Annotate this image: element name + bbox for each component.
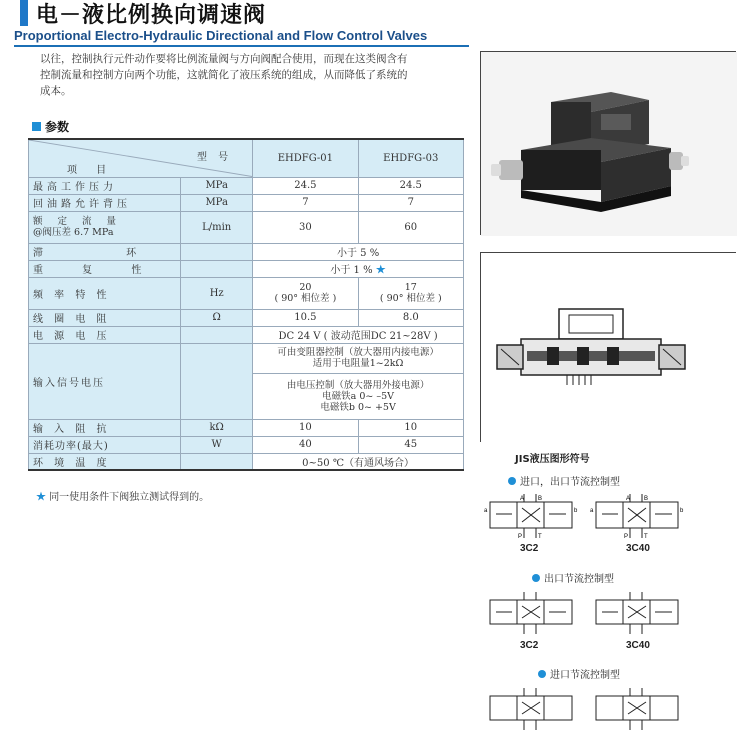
input-signal-a2: 适用于电阻量1~2kΩ	[312, 358, 404, 369]
cell-value	[253, 343, 464, 373]
port-a-label: A	[626, 496, 631, 502]
repeatability-value: 小于 1 %	[330, 265, 373, 276]
port-b-label: B	[538, 496, 543, 502]
jis-label-3c40: 3C40	[626, 640, 650, 651]
jis-symbol-3c40	[590, 592, 690, 636]
table-row	[29, 211, 464, 243]
jis-symbol-3c2	[484, 592, 584, 636]
row-label	[29, 211, 181, 243]
cell-value: 0~50 ℃（有通风场合）	[253, 453, 464, 470]
row-label: 输 入 阻 抗	[29, 419, 181, 436]
spec-table	[28, 138, 464, 471]
table-row	[29, 309, 464, 326]
table-corner-cell	[29, 139, 253, 177]
valve-section-illustration	[481, 253, 737, 443]
table-row	[29, 243, 464, 260]
bullet-dot-icon	[538, 670, 546, 678]
cell-value	[253, 373, 464, 419]
table-row	[29, 260, 464, 277]
square-bullet-icon	[32, 122, 41, 131]
cell-value: 24.5	[358, 177, 463, 194]
row-unit	[181, 326, 253, 343]
cell-value: 小于 5 %	[253, 243, 464, 260]
input-signal-b1: 由电压控制（放大器用外接电源）	[286, 379, 430, 391]
port-p-label: P	[518, 534, 523, 540]
star-icon: ★	[375, 265, 386, 276]
jis-symbol-3c40	[590, 494, 690, 540]
jis-label-3c2: 3C2	[520, 543, 539, 554]
cell-value: 10.5	[253, 309, 358, 326]
jis-group-title-3: 进口节流控制型	[550, 670, 620, 681]
cell-value	[253, 260, 464, 277]
model-header-1: EHDFG-01	[253, 139, 358, 177]
table-row	[29, 177, 464, 194]
row-label: 滞 环	[29, 243, 181, 260]
freq-value-1: 20	[299, 282, 312, 293]
table-row	[29, 436, 464, 453]
port-t-label: T	[538, 534, 542, 540]
intro-line-1: 以往，控制执行元件动作要将比例流量阀与方向阀配合使用，而现在这类阀含有	[40, 53, 408, 65]
cell-value: 60	[358, 211, 463, 243]
jis-symbol-meter-in-1	[484, 688, 584, 732]
cell-value: 7	[253, 194, 358, 211]
table-row	[29, 194, 464, 211]
corner-model-label: 型 号	[197, 152, 233, 163]
row-label: 线 圈 电 阻	[29, 309, 181, 326]
jis-symbols-title: JIS液压图形符号	[515, 454, 590, 465]
cell-value: 45	[358, 436, 463, 453]
row-label: 频 率 特 性	[29, 277, 181, 309]
cell-value: 7	[358, 194, 463, 211]
intro-paragraph	[40, 51, 465, 99]
jis-label-3c2: 3C2	[520, 640, 539, 651]
row-unit: MPa	[181, 177, 253, 194]
table-row	[29, 419, 464, 436]
model-header-2: EHDFG-03	[358, 139, 463, 177]
page-subtitle-en: Proportional Electro-Hydraulic Directional and Flow Control Valves	[14, 28, 428, 43]
row-label: 输入信号电压	[29, 343, 181, 419]
freq-value-2: 17	[404, 282, 417, 293]
freq-phase-2: ( 90° 相位差 )	[379, 293, 442, 304]
cell-value	[253, 277, 358, 309]
row-label: 重 复 性	[29, 260, 181, 277]
row-unit: Ω	[181, 309, 253, 326]
row-unit	[181, 453, 253, 470]
cell-value: 10	[358, 419, 463, 436]
rated-flow-label: 额 定 流 量	[33, 216, 123, 227]
sol-b-label: b	[680, 508, 684, 514]
footnote-star-icon: ★	[36, 492, 46, 503]
params-section-title: 参数	[45, 120, 70, 134]
input-signal-a1: 可由变阻器控制（放大器用内接电源）	[277, 347, 439, 358]
row-unit	[181, 243, 253, 260]
row-label: 环 境 温 度	[29, 453, 181, 470]
port-b-label: B	[644, 496, 649, 502]
port-p-label: P	[624, 534, 629, 540]
row-label: 最高工作压力	[29, 177, 181, 194]
cross-section-drawing	[480, 252, 736, 442]
footnote-text: 同一使用条件下阀独立测试得到的。	[49, 492, 210, 503]
port-t-label: T	[644, 534, 648, 540]
jis-group-header-1	[508, 473, 620, 488]
row-label: 消耗功率(最大)	[29, 436, 181, 453]
row-unit	[181, 343, 253, 419]
params-section-header	[32, 118, 69, 135]
cell-value: 24.5	[253, 177, 358, 194]
cell-value	[358, 277, 463, 309]
row-unit	[181, 260, 253, 277]
row-label: 回油路允许背压	[29, 194, 181, 211]
valve-photo-illustration	[481, 52, 737, 236]
title-accent-bar	[20, 0, 28, 26]
title-divider	[14, 45, 469, 47]
jis-group-header-2	[532, 570, 614, 585]
intro-line-2: 控制流量和控制方向两个功能，这就简化了液压系统的组成，从而降低了系统的	[40, 69, 408, 81]
intro-line-3: 成本。	[40, 85, 72, 97]
row-unit: W	[181, 436, 253, 453]
page-title: 电－液比例换向调速阀	[36, 3, 267, 28]
input-signal-b2: 电磁铁a 0~ –5V	[322, 390, 395, 402]
table-row	[29, 277, 464, 309]
jis-group-header-3	[538, 666, 620, 681]
jis-symbol-3c2	[484, 494, 584, 540]
table-row	[29, 343, 464, 373]
row-unit: MPa	[181, 194, 253, 211]
table-row	[29, 453, 464, 470]
row-unit: kΩ	[181, 419, 253, 436]
sol-a-label: a	[484, 508, 488, 514]
jis-group-title-1: 进口，出口节流控制型	[520, 477, 620, 488]
table-row	[29, 326, 464, 343]
row-unit: Hz	[181, 277, 253, 309]
cell-value: 8.0	[358, 309, 463, 326]
row-label: 电 源 电 压	[29, 326, 181, 343]
freq-phase-1: ( 90° 相位差 )	[274, 293, 337, 304]
rated-flow-condition: @阀压差 6.7 MPa	[33, 227, 114, 238]
footnote	[36, 488, 209, 503]
cell-value: DC 24 V ( 波动范围DC 21~28V )	[253, 326, 464, 343]
jis-label-3c40: 3C40	[626, 543, 650, 554]
sol-a-label: a	[590, 508, 594, 514]
sol-b-label: b	[574, 508, 578, 514]
corner-item-label: 项 目	[67, 165, 115, 176]
jis-symbol-meter-in-2	[590, 688, 690, 732]
cell-value: 30	[253, 211, 358, 243]
product-photo	[480, 51, 736, 235]
cell-value: 40	[253, 436, 358, 453]
port-a-label: A	[520, 496, 525, 502]
input-signal-b3: 电磁铁b 0~ +5V	[320, 401, 396, 413]
row-unit: L/min	[181, 211, 253, 243]
table-header-row	[29, 139, 464, 177]
bullet-dot-icon	[532, 574, 540, 582]
jis-group-title-2: 出口节流控制型	[544, 574, 614, 585]
cell-value: 10	[253, 419, 358, 436]
bullet-dot-icon	[508, 477, 516, 485]
